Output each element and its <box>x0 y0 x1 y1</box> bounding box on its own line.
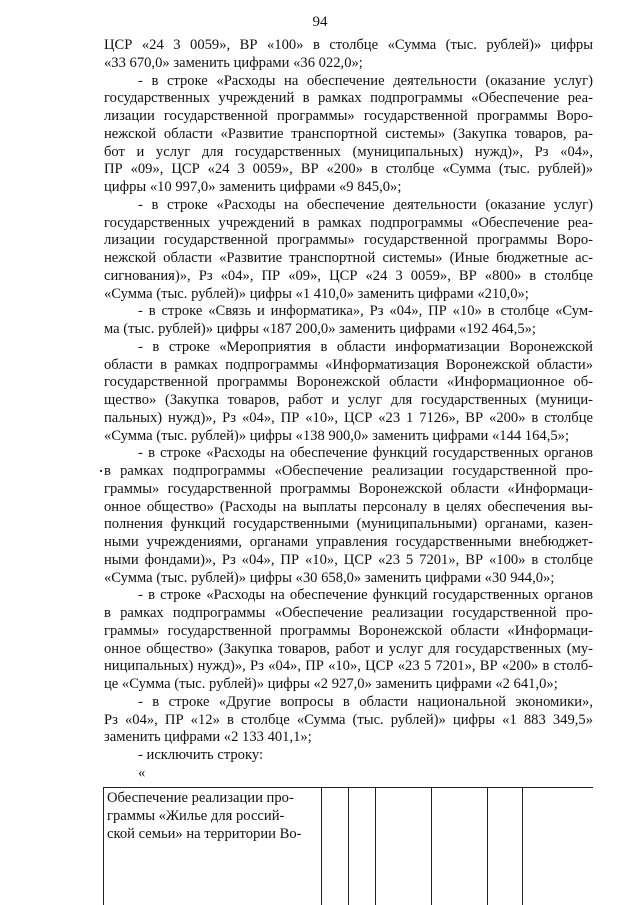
text-line: лизации государственной программы» государственной программы Воро- <box>104 232 593 249</box>
text-line: в рамках подпрограммы «Обеспечение реализации государственной про- <box>104 463 593 479</box>
paragraph <box>104 339 593 446</box>
text-line: сигнования)», Рз «04», ПР «09», ЦСР «24 3 0059», ВР «800» в столбце <box>104 267 593 284</box>
text-line: ПР «09», ЦСР «24 3 0059», ВР «200» в столбце «Сумма (тыс. рублей)» <box>104 161 593 178</box>
text-line: онное общество» (Закупка товаров, работ и услуг для государственных (му- <box>104 640 593 657</box>
text-line: - в строке «Расходы на обеспечение функций государственных органов <box>138 587 593 604</box>
text-line: ЦСР «24 3 0059», ВР «100» в столбце «Сумма (тыс. рублей)» цифры <box>104 37 593 53</box>
table-cell <box>349 788 376 905</box>
text-line: полнения функций государственными (муниципальными) органами, казен- <box>104 516 593 533</box>
text-line: «33 670,0» заменить цифрами «36 022,0»; <box>104 54 363 71</box>
text-line: - в строке «Расходы на обеспечение деятельности (оказание услуг) <box>138 72 593 89</box>
text-line: «Сумма (тыс. рублей)» цифры «30 658,0» заменить цифрами «30 944,0»; <box>104 569 555 586</box>
text-line: государственных учреждений в рамках подпрограммы «Обеспечение реа- <box>104 90 593 107</box>
text-line: щество» (Закупка товаров, работ и услуг для государственных (муници- <box>104 392 593 408</box>
paragraph <box>104 445 593 587</box>
table-cell <box>523 788 594 905</box>
text-line: лизации государственной программы» государственной программы Воро- <box>104 108 593 124</box>
cell-text-line: ской семьи» на территории Во- <box>107 825 302 842</box>
excluded-row-table-wrapper <box>103 787 593 905</box>
table-cell <box>376 788 432 905</box>
text-line: «Сумма (тыс. рублей)» цифры «1 410,0» заменить цифрами «210,0»; <box>104 285 529 302</box>
text-line: - в строке «Расходы на обеспечение деятельности (оказание услуг) <box>138 196 593 213</box>
paragraph <box>104 303 593 339</box>
text-line: « <box>138 764 146 781</box>
paragraph <box>104 73 593 197</box>
page-number: 94 <box>312 14 328 30</box>
paragraph <box>104 587 593 694</box>
text-line: заменить цифрами «2 133 401,1»; <box>104 729 312 746</box>
text-line: государственных учреждений в рамках подпрограммы «Обеспечение реа- <box>104 214 593 231</box>
table-cell <box>488 788 523 905</box>
paragraph <box>104 197 593 304</box>
table-row <box>104 788 594 905</box>
text-line: ными учреждениями, органами управления государственными внебюджет- <box>104 534 593 550</box>
paragraph <box>104 765 593 783</box>
document-body <box>104 37 593 783</box>
text-line: нежской области «Развитие транспортной системы» (Закупка товаров, ра- <box>104 125 593 142</box>
paragraph <box>104 37 593 73</box>
text-line: граммы» государственной программы Воронежской области «Информаци- <box>104 480 593 497</box>
text-line: ниципальных) нужд)», Рз «04», ПР «10», ЦСР «23 5 7201», ВР «200» в столб- <box>104 658 593 675</box>
text-line: - в строке «Связь и информатика», Рз «04», ПР «10» в столбце «Сум- <box>138 303 593 320</box>
text-line: - в строке «Другие вопросы в области национальной экономики», <box>138 693 593 710</box>
text-line: онное общество» (Расходы на выплаты персоналу в целях обеспечения вы- <box>104 498 593 515</box>
text-line: ными фондами)», Рз «04», ПР «10», ЦСР «23 5 7201», ВР «100» в столбце <box>104 551 593 568</box>
cell-text-line: Обеспечение реализации про- <box>107 790 294 806</box>
text-line: - в строке «Мероприятия в области информатизации Воронежской <box>138 338 593 355</box>
table-cell-name <box>104 788 322 905</box>
stray-mark <box>100 470 102 472</box>
paragraph <box>104 694 593 747</box>
table-cell <box>432 788 488 905</box>
text-line: области в рамках подпрограммы «Информатизация Воронежской области» <box>104 356 593 373</box>
text-line: нежской области «Развитие транспортной системы» (Иные бюджетные ас- <box>104 250 593 266</box>
paragraph <box>104 747 593 765</box>
text-line: - исключить строку: <box>138 747 264 763</box>
table-cell <box>322 788 349 905</box>
excluded-row-table <box>103 787 593 905</box>
text-line: государственной программы Воронежской области «Информационное об- <box>104 374 593 391</box>
text-line: в рамках подпрограммы «Обеспечение реализации государственной про- <box>104 605 593 621</box>
text-line: Рз «04», ПР «12» в столбце «Сумма (тыс. рублей)» цифры «1 883 349,5» <box>104 711 593 728</box>
text-line: пальных) нужд)», Рз «04», ПР «10», ЦСР «23 1 7126», ВР «200» в столбце <box>104 409 593 426</box>
cell-text-line: граммы «Жилье для россий- <box>107 807 285 824</box>
text-line: граммы» государственной программы Воронежской области «Информаци- <box>104 622 593 639</box>
text-line: ма (тыс. рублей)» цифры «187 200,0» заменить цифрами «192 464,5»; <box>104 321 536 337</box>
text-line: цифры «10 997,0» заменить цифрами «9 845,0»; <box>104 179 402 195</box>
text-line: бот и услуг для государственных (муниципальных) нужд)», Рз «04», <box>104 143 593 160</box>
text-line: це «Сумма (тыс. рублей)» цифры «2 927,0» заменить цифрами «2 641,0»; <box>104 676 558 692</box>
text-line: - в строке «Расходы на обеспечение функций государственных органов <box>138 445 593 462</box>
text-line: «Сумма (тыс. рублей)» цифры «138 900,0» заменить цифрами «144 164,5»; <box>104 427 569 444</box>
